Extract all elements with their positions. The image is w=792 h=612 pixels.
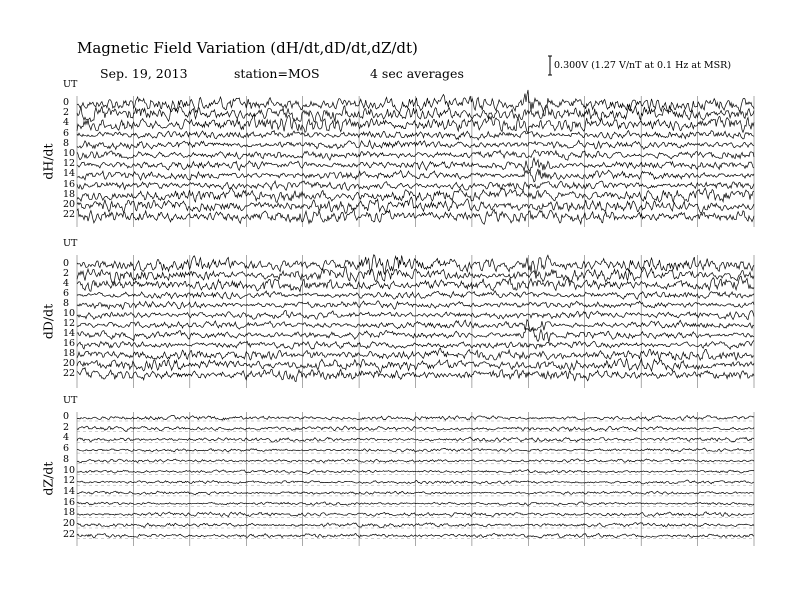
scale-bar — [548, 56, 552, 75]
hour-label: 0 — [63, 258, 70, 269]
hour-label: 14 — [63, 168, 76, 180]
hour-label: 0 — [63, 411, 70, 422]
hour-label: 10 — [63, 148, 76, 159]
hour-label: 4 — [63, 278, 70, 289]
hour-label: 20 — [63, 518, 76, 529]
hour-label: 22 — [63, 209, 76, 221]
hour-label: 8 — [63, 137, 70, 149]
hour-label: 10 — [63, 308, 76, 319]
hour-label: 14 — [63, 485, 76, 497]
hour-label: 18 — [63, 188, 76, 200]
hour-label: 2 — [63, 107, 70, 119]
hour-label: 12 — [63, 158, 76, 170]
ut-label: UT — [63, 238, 78, 249]
ut-label: UT — [63, 79, 78, 90]
hour-label: 6 — [63, 127, 70, 139]
chart-title: Magnetic Field Variation (dH/dt,dD/dt,dZ/dt) — [77, 39, 418, 57]
hour-label: 0 — [63, 97, 70, 108]
date-label: Sep. 19, 2013 — [100, 66, 188, 81]
hour-label: 22 — [63, 528, 76, 540]
hour-label: 2 — [63, 268, 70, 279]
hour-label: 12 — [63, 318, 76, 329]
ut-label: UT — [63, 395, 78, 406]
hour-label: 16 — [63, 496, 76, 508]
panel-label: dZ/dt — [40, 461, 56, 496]
hour-label: 12 — [63, 475, 76, 487]
hour-label: 20 — [63, 199, 76, 210]
hour-label: 20 — [63, 358, 76, 369]
station-label: station=MOS — [234, 66, 320, 81]
hour-label: 4 — [63, 432, 70, 444]
hour-label: 16 — [63, 178, 76, 190]
hour-label: 8 — [63, 298, 70, 309]
hour-label: 22 — [63, 368, 76, 379]
averaging-label: 4 sec averages — [370, 66, 464, 81]
hour-label: 4 — [63, 117, 70, 129]
panel-label: dH/dt — [40, 142, 56, 180]
hour-label: 10 — [63, 464, 76, 476]
hour-label: 8 — [63, 453, 70, 465]
scale-label: 0.300V (1.27 V/nT at 0.1 Hz at MSR) — [554, 60, 732, 71]
panel-label: dD/dt — [40, 303, 56, 339]
hour-label: 6 — [63, 288, 70, 299]
hour-label: 6 — [63, 443, 70, 455]
hour-label: 2 — [63, 421, 70, 433]
hour-label: 16 — [63, 338, 76, 349]
hour-label: 18 — [63, 348, 76, 359]
hour-label: 18 — [63, 507, 76, 519]
hour-label: 14 — [63, 328, 76, 339]
